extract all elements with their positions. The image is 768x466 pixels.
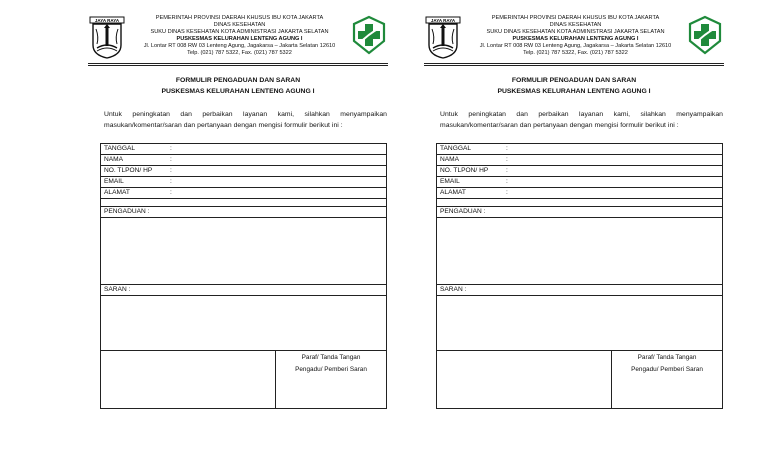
- puskesmas-logo-icon: [351, 15, 387, 55]
- field-separator: :: [506, 166, 508, 174]
- intro-paragraph: Untuk peningkatan dan perbaikan layanan kami, silahkan menyampaikan masukan/komentar/saran dan pertanyaan dengan mengisi formulir berikut ini :: [440, 111, 723, 129]
- phone-field[interactable]: [437, 165, 723, 176]
- letterhead-rule: [424, 63, 724, 64]
- signature-line-2: Pengadu/ Pemberi Saran: [295, 365, 367, 373]
- complaint-textarea[interactable]: [101, 217, 387, 284]
- header-line-3: SUKU DINAS KESEHATAN KOTA ADMINISTRASI JAKARTA SELATAN: [150, 28, 329, 35]
- puskesmas-logo-icon: [687, 15, 723, 55]
- complaint-textarea[interactable]: [437, 217, 723, 284]
- address-label: ALAMAT: [104, 188, 130, 196]
- name-label: NAMA: [440, 155, 460, 163]
- date-field[interactable]: [437, 144, 723, 155]
- phone-label: NO. TLPON/ HP: [104, 166, 153, 174]
- name-label: NAMA: [104, 155, 124, 163]
- field-separator: :: [506, 188, 508, 196]
- field-separator: :: [506, 145, 508, 152]
- header-line-6: Telp. (021) 787 5322, Fax. (021) 787 5322: [187, 49, 292, 56]
- form-title-line-1: FORMULIR PENGADUAN DAN SARAN: [511, 77, 637, 84]
- intro-paragraph: Untuk peningkatan dan perbaikan layanan kami, silahkan menyampaikan masukan/komentar/saran dan pertanyaan dengan mengisi formulir berikut ini :: [104, 111, 387, 129]
- address-continuation-field[interactable]: [101, 198, 387, 206]
- signature-line-1: Paraf/ Tanda Tangan: [637, 353, 697, 361]
- phone-label: NO. TLPON/ HP: [440, 166, 489, 174]
- header-line-1: PEMERINTAH PROVINSI DAERAH KHUSUS IBU KOTA JAKARTA: [155, 15, 324, 21]
- field-separator: :: [170, 155, 172, 163]
- field-separator: :: [170, 145, 172, 152]
- form-title: [88, 75, 388, 97]
- header-line-4: PUSKESMAS KELURAHAN LENTENG AGUNG I: [512, 35, 639, 42]
- email-field[interactable]: [101, 176, 387, 187]
- email-field[interactable]: [437, 176, 723, 187]
- header-line-3: SUKU DINAS KESEHATAN KOTA ADMINISTRASI JAKARTA SELATAN: [486, 28, 665, 35]
- signature-box[interactable]: [276, 350, 387, 408]
- crest-motto: JAYA RAYA: [430, 18, 456, 23]
- jakarta-crest-icon: [425, 15, 461, 59]
- letterhead-rule: [88, 63, 388, 64]
- form-table: [436, 143, 723, 409]
- letterhead: [88, 12, 388, 64]
- field-separator: :: [506, 155, 508, 163]
- header-line-6: Telp. (021) 787 5322, Fax. (021) 787 5322: [523, 49, 628, 56]
- header-line-2: DINAS KESEHATAN: [549, 21, 602, 28]
- header-line-4: PUSKESMAS KELURAHAN LENTENG AGUNG I: [176, 35, 303, 42]
- header-line-2: DINAS KESEHATAN: [213, 21, 266, 28]
- suggestion-label: SARAN :: [437, 284, 723, 295]
- name-field[interactable]: [101, 154, 387, 165]
- field-separator: :: [170, 177, 172, 185]
- letterhead-rule: [88, 65, 388, 66]
- letterhead: [424, 12, 724, 64]
- phone-field[interactable]: [101, 165, 387, 176]
- field-separator: :: [170, 188, 172, 196]
- address-field[interactable]: [437, 187, 723, 198]
- jakarta-crest-icon: [89, 15, 125, 59]
- letterhead-text: [128, 15, 351, 56]
- form-table: [100, 143, 387, 409]
- crest-motto: JAYA RAYA: [94, 18, 120, 23]
- email-label: EMAIL: [104, 177, 124, 185]
- complaint-form-right: [424, 0, 724, 466]
- header-line-5: Jl. Lontar RT 008 RW 03 Lenteng Agung, Jagakarsa – Jakarta Selatan 12610: [143, 42, 336, 49]
- form-title-line-1: FORMULIR PENGADUAN DAN SARAN: [175, 77, 301, 84]
- form-title-line-2: PUSKESMAS KELURAHAN LENTENG AGUNG I: [161, 88, 315, 95]
- letterhead-rule: [424, 65, 724, 66]
- address-field[interactable]: [101, 187, 387, 198]
- field-separator: :: [506, 177, 508, 185]
- signature-line-1: Paraf/ Tanda Tangan: [301, 353, 361, 361]
- signature-line-2: Pengadu/ Pemberi Saran: [631, 365, 703, 373]
- complaint-form-left: [88, 0, 388, 466]
- signature-spacer: [101, 350, 276, 408]
- form-title-line-2: PUSKESMAS KELURAHAN LENTENG AGUNG I: [497, 88, 651, 95]
- date-label: TANGGAL: [440, 145, 472, 152]
- header-line-1: PEMERINTAH PROVINSI DAERAH KHUSUS IBU KOTA JAKARTA: [491, 15, 660, 21]
- date-field[interactable]: [101, 144, 387, 155]
- complaint-label: PENGADUAN :: [437, 206, 723, 217]
- complaint-label: PENGADUAN :: [101, 206, 387, 217]
- address-continuation-field[interactable]: [437, 198, 723, 206]
- name-field[interactable]: [437, 154, 723, 165]
- header-line-5: Jl. Lontar RT 008 RW 03 Lenteng Agung, Jagakarsa – Jakarta Selatan 12610: [479, 42, 672, 49]
- date-label: TANGGAL: [104, 145, 136, 152]
- form-title: [424, 75, 724, 97]
- suggestion-textarea[interactable]: [101, 295, 387, 350]
- field-separator: :: [170, 166, 172, 174]
- email-label: EMAIL: [440, 177, 460, 185]
- address-label: ALAMAT: [440, 188, 466, 196]
- suggestion-textarea[interactable]: [437, 295, 723, 350]
- suggestion-label: SARAN :: [101, 284, 387, 295]
- letterhead-text: [464, 15, 687, 56]
- signature-spacer: [437, 350, 612, 408]
- signature-box[interactable]: [612, 350, 723, 408]
